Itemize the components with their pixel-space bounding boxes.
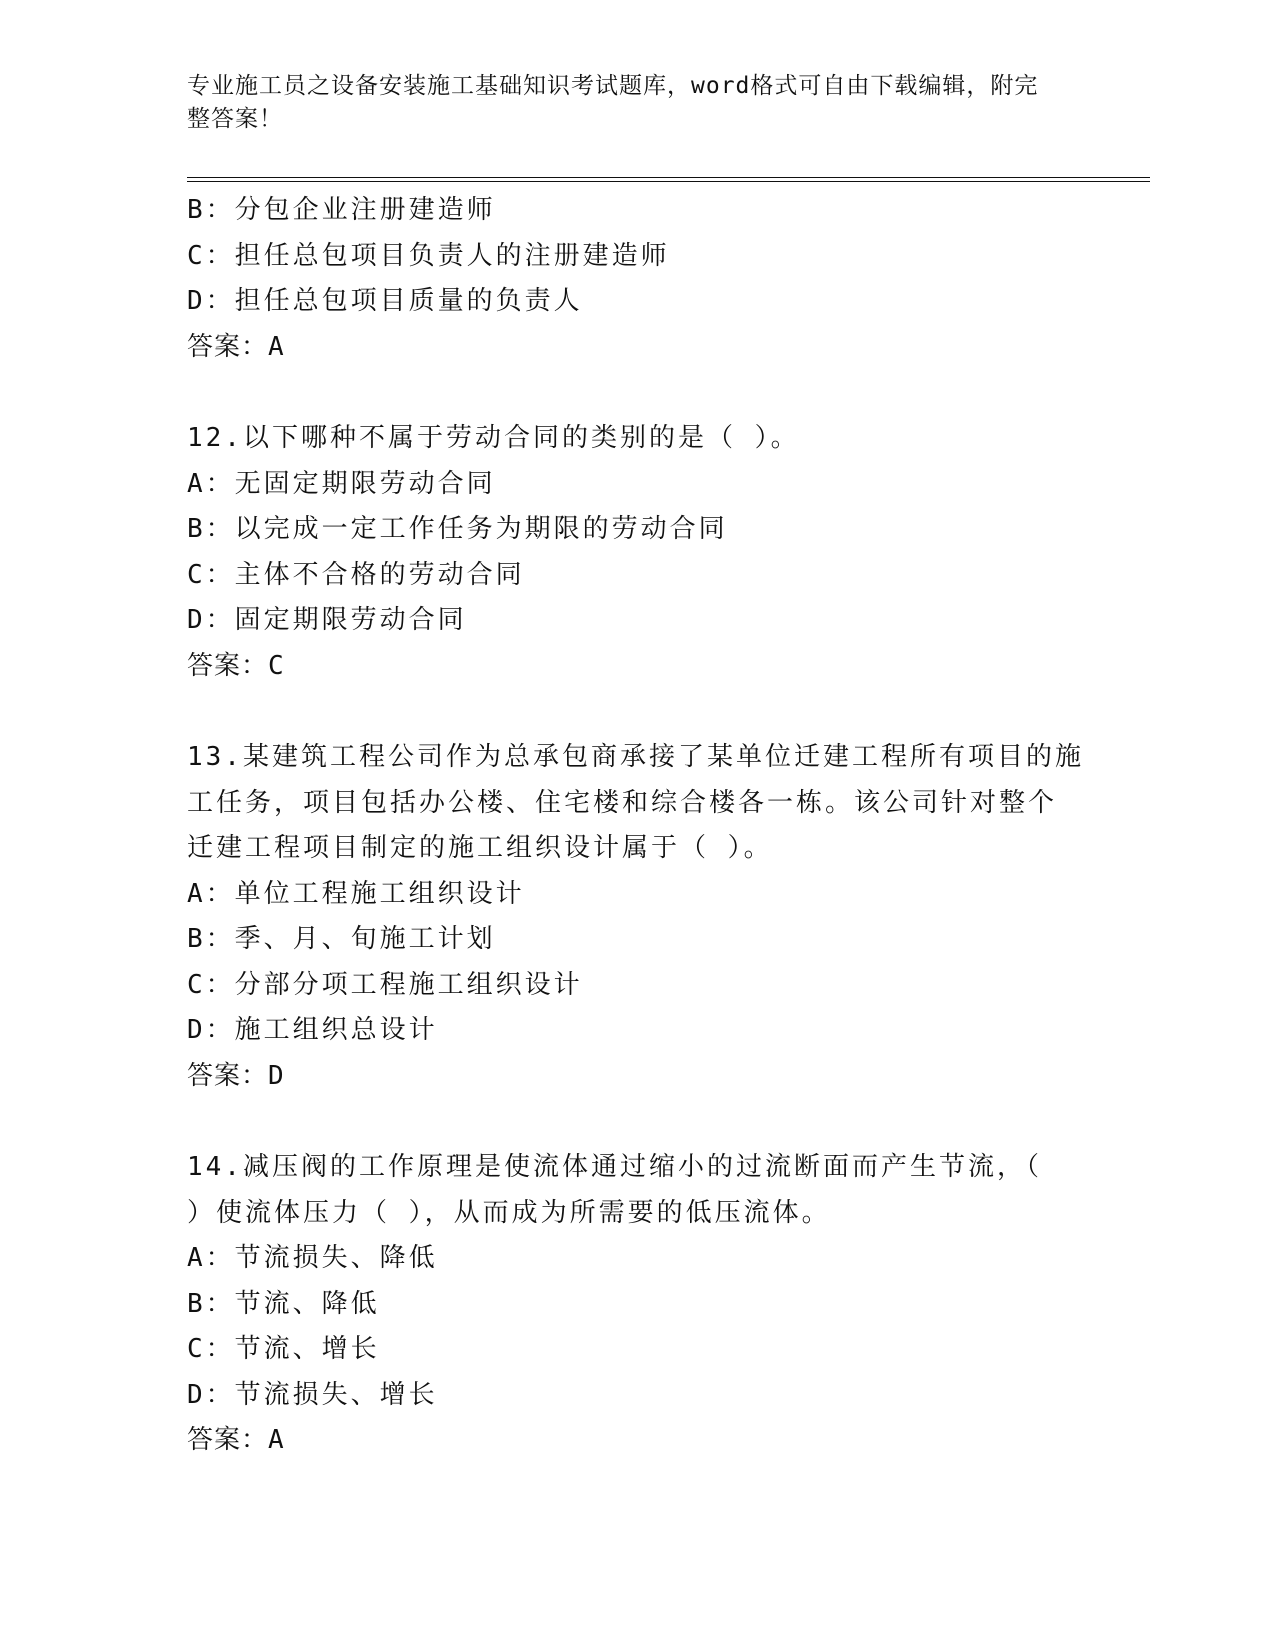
option-b: B：季、月、旬施工计划	[187, 924, 496, 954]
answer: 答案：A	[187, 331, 285, 362]
spacer	[187, 1099, 1087, 1145]
question-stem-line-2: 工任务，项目包括办公楼、住宅楼和综合楼各一栋。该公司针对整个	[187, 787, 1058, 818]
question-list	[187, 188, 1087, 1464]
option-d: D：施工组织总设计	[187, 1015, 438, 1045]
option-c: C：分部分项工程施工组织设计	[187, 969, 583, 1000]
option-c: C：节流、增长	[187, 1334, 380, 1364]
question-11	[187, 188, 1087, 370]
question-stem-line-1: 14.减压阀的工作原理是使流体通过缩小的过流断面而产生节流，（	[187, 1152, 1042, 1182]
option-d: D：节流损失、增长	[187, 1379, 438, 1410]
option-b: B：分包企业注册建造师	[187, 195, 496, 225]
question-12	[187, 416, 1087, 689]
header-line-1: 专业施工员之设备安装施工基础知识考试题库，word格式可自由下载编辑，附完	[187, 73, 1039, 99]
header-line-2: 整答案！	[187, 106, 283, 132]
question-stem-line-1: 13.某建筑工程公司作为总承包商承接了某单位迁建工程所有项目的施	[187, 742, 1084, 772]
question-14	[187, 1145, 1087, 1464]
question-13	[187, 735, 1087, 1099]
option-c: C：主体不合格的劳动合同	[187, 559, 525, 590]
document-header	[187, 70, 1067, 136]
option-a: A：无固定期限劳动合同	[187, 468, 496, 499]
option-a: A：单位工程施工组织设计	[187, 878, 525, 909]
question-stem-line-3: 迁建工程项目制定的施工组织设计属于（ ）。	[187, 833, 773, 863]
header-divider	[187, 177, 1150, 182]
question-stem: 12.以下哪种不属于劳动合同的类别的是（ ）。	[187, 423, 800, 453]
option-c: C：担任总包项目负责人的注册建造师	[187, 240, 670, 271]
option-b: B：节流、降低	[187, 1288, 380, 1319]
option-d: D：担任总包项目质量的负责人	[187, 286, 583, 316]
question-stem-line-2: ）使流体压力（ ），从而成为所需要的低压流体。	[187, 1197, 831, 1228]
answer: 答案：C	[187, 650, 285, 681]
spacer	[187, 370, 1087, 416]
option-b: B：以完成一定工作任务为期限的劳动合同	[187, 514, 728, 544]
answer: 答案：A	[187, 1425, 285, 1455]
answer: 答案：D	[187, 1060, 285, 1091]
option-a: A：节流损失、降低	[187, 1243, 438, 1273]
spacer	[187, 689, 1087, 735]
option-d: D：固定期限劳动合同	[187, 605, 467, 635]
